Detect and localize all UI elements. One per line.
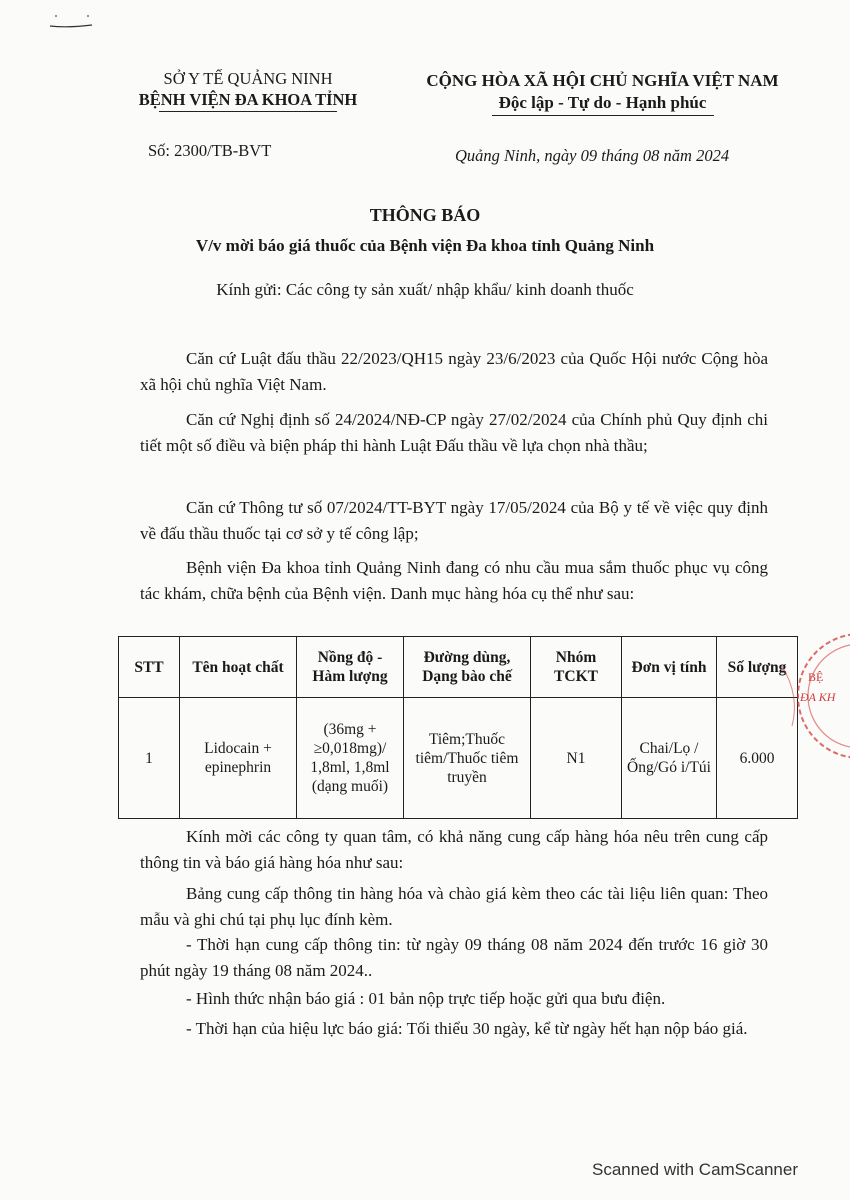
paragraph (140, 986, 768, 1012)
cell-quantity: 6.000 (717, 698, 798, 819)
paragraph-text: Căn cứ Nghị định số 24/2024/NĐ-CP ngày 27/02/2024 của Chính phủ Quy định chi tiết một số điều và biện pháp thi hành Luật Đấu thầu về lựa chọn nhà thầu; (140, 410, 768, 455)
cell-strength: (36mg + ≥0,018mg)/ 1,8ml, 1,8ml (dạng muối) (297, 698, 404, 819)
issuer-underline (159, 111, 337, 112)
paragraph (140, 555, 768, 607)
paragraph (140, 407, 768, 459)
pen-mark (48, 12, 96, 30)
national-heading (400, 70, 805, 116)
col-header: Nhóm TCKT (531, 637, 622, 698)
paragraph-text: Bảng cung cấp thông tin hàng hóa và chào giá kèm theo các tài liệu liên quan: Theo mẫu và ghi chú tại phụ lục đính kèm. (140, 884, 768, 929)
col-header: STT (119, 637, 180, 698)
cell-stt: 1 (119, 698, 180, 819)
col-header: Đơn vị tính (622, 637, 717, 698)
col-header: Số lượng (717, 637, 798, 698)
col-header: Nồng độ - Hàm lượng (297, 637, 404, 698)
paragraph-text: - Thời hạn cung cấp thông tin: từ ngày 09 tháng 08 năm 2024 đến trước 16 giờ 30 phút ngày 19 tháng 08 năm 2024.. (140, 935, 768, 980)
republic-name: CỘNG HÒA XÃ HỘI CHỦ NGHĨA VIỆT NAM (426, 71, 779, 90)
place-date: Quảng Ninh, ngày 09 tháng 08 năm 2024 (455, 146, 730, 165)
stamp-text: ĐA KH (800, 690, 836, 704)
motto-underline (492, 115, 714, 116)
paragraph-text: Căn cứ Luật đấu thầu 22/2023/QH15 ngày 23/6/2023 của Quốc Hội nước Cộng hòa xã hội chủ nghĩa Việt Nam. (140, 349, 768, 394)
cell-route-form: Tiêm;Thuốc tiêm/Thuốc tiêm truyền (404, 698, 531, 819)
cell-group: N1 (531, 698, 622, 819)
col-header: Tên hoạt chất (180, 637, 297, 698)
scanner-watermark: Scanned with CamScanner (592, 1160, 799, 1179)
hospital-name: BỆNH VIỆN ĐA KHOA TỈNH (138, 90, 358, 109)
doc-title: THÔNG BÁO (369, 205, 481, 225)
paragraph (140, 881, 768, 933)
red-stamp (770, 626, 850, 776)
col-header: Đường dùng, Dạng bào chế (404, 637, 531, 698)
cell-active-ingredient: Lidocain + epinephrin (180, 698, 297, 819)
paragraph-text: - Hình thức nhận báo giá : 01 bản nộp trực tiếp hoặc gửi qua bưu điện. (186, 989, 666, 1008)
paragraph (140, 1016, 768, 1042)
paragraph (140, 495, 768, 547)
paragraph (140, 824, 768, 876)
paragraph-text: Bệnh viện Đa khoa tỉnh Quảng Ninh đang có nhu cầu mua sắm thuốc phục vụ công tác khám, chữa bệnh của Bệnh viện. Danh mục hàng hóa cụ thể như sau: (140, 558, 768, 603)
motto: Độc lập - Tự do - Hạnh phúc (498, 93, 707, 112)
doc-subject: V/v mời báo giá thuốc của Bệnh viện Đa khoa tỉnh Quảng Ninh (195, 236, 655, 255)
paragraph-text: - Thời hạn của hiệu lực báo giá: Tối thiểu 30 ngày, kể từ ngày hết hạn nộp báo giá. (186, 1019, 748, 1038)
document-number: Số: 2300/TB-BVT (148, 141, 272, 160)
stamp-text: BỆ (808, 670, 824, 684)
table-header-row (119, 637, 798, 698)
paragraph-text: Căn cứ Thông tư số 07/2024/TT-BYT ngày 17/05/2024 của Bộ y tế về việc quy định về đấu thầu thuốc tại cơ sở y tế công lập; (140, 498, 768, 543)
paragraph-text: Kính mời các công ty quan tâm, có khả năng cung cấp hàng hóa nêu trên cung cấp thông tin và báo giá hàng hóa như sau: (140, 827, 768, 872)
table-row (119, 698, 798, 819)
cell-unit: Chai/Lọ /Ống/Gó i/Túi (622, 698, 717, 819)
goods-table (118, 636, 798, 819)
paragraph (140, 932, 768, 984)
issuer-block (98, 68, 398, 112)
paragraph (140, 346, 768, 398)
ministry-name: SỞ Y TẾ QUẢNG NINH (163, 69, 333, 88)
doc-recipient: Kính gửi: Các công ty sản xuất/ nhập khẩu/ kinh doanh thuốc (216, 280, 634, 299)
